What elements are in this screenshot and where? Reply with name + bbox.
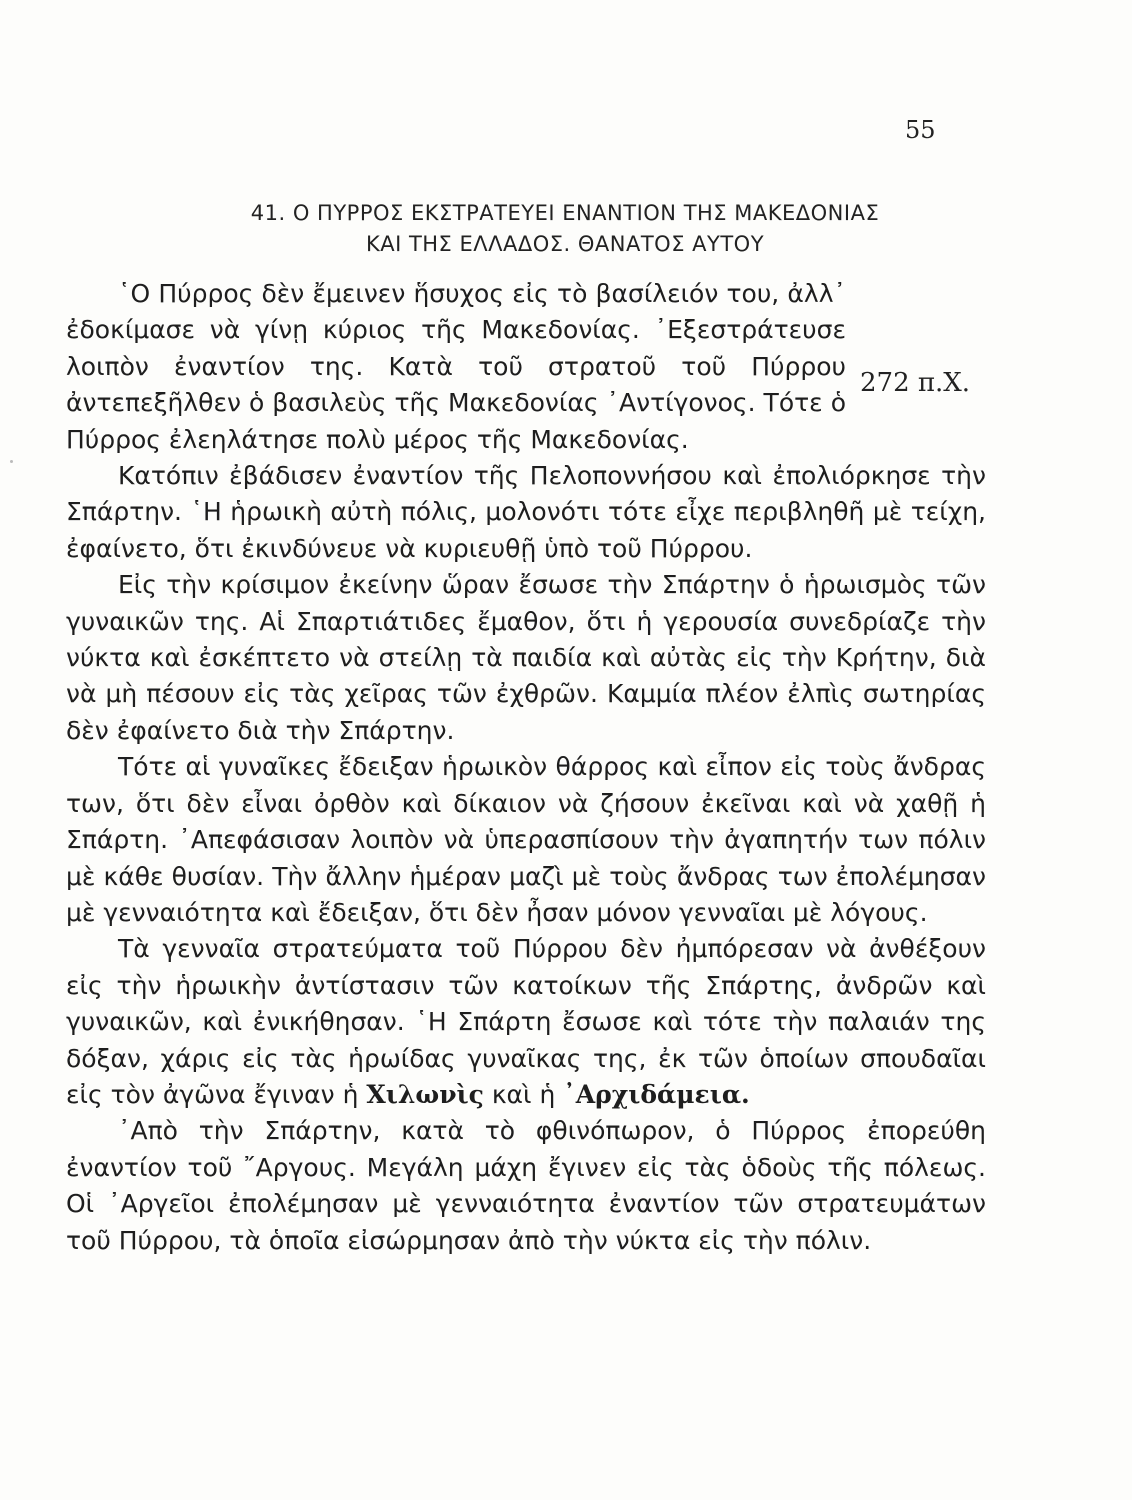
paragraph-2: Κατόπιν ἐβάδισεν ἐναντίον τῆς Πελοποννήσου καὶ ἐπολιόρκησε τὴν Σπάρτην. ῾Η ἡρωικὴ αὐτὴ πόλις, μολονότι τότε εἶχε περιβληθῆ μὲ τείχη, ἐφαίνετο, ὅτι ἐκινδύνευε νὰ κυριευθῇ ὑπὸ τοῦ Πύρρου.	[66, 461, 986, 563]
paragraph-3: Εἰς τὴν κρίσιμον ἐκείνην ὥραν ἔσωσε τὴν Σπάρτην ὁ ἡρωισμὸς τῶν γυναικῶν της. Αἱ Σπαρτιάτιδες ἔμαθον, ὅτι ἡ γερουσία συνεδρίαζε τὴν νύκτα καὶ ἐσκέπτετο νὰ στείλῃ τὰ παιδία καὶ αὐτὰς εἰς τὴν Κρήτην, διὰ νὰ μὴ πέσουν εἰς τὰς χεῖρας τῶν ἐχθρῶν. Καμμία πλέον ἐλπὶς σωτηρίας δὲν ἐφαίνετο διὰ τὴν Σπάρτην.	[66, 570, 986, 745]
paper-speck	[10, 460, 13, 463]
name-chilonis: Χιλωνὶς	[366, 1079, 484, 1109]
margin-date-note: 272 π.Χ.	[860, 368, 971, 398]
body-text	[66, 276, 986, 1259]
paragraph-5	[66, 931, 986, 1113]
paragraph-4: Τότε αἱ γυναῖκες ἔδειξαν ἡρωικὸν θάρρος καὶ εἶπον εἰς τοὺς ἄνδρας των, ὅτι δὲν εἶναι ὀρθὸν καὶ δίκαιον νὰ ζήσουν ἐκεῖναι καὶ νὰ χαθῇ ἡ Σπάρτη. ᾽Απεφάσισαν λοιπὸν νὰ ὑπερασπίσουν τὴν ἀγαπητήν των πόλιν μὲ κάθε θυσίαν. Τὴν ἄλλην ἡμέραν μαζὶ μὲ τοὺς ἄνδρας των ἐπολέμησαν μὲ γενναιότητα καὶ ἔδειξαν, ὅτι δὲν ἦσαν μόνον γενναῖαι μὲ λόγους.	[66, 752, 986, 927]
paragraph-6: ᾽Απὸ τὴν Σπάρτην, κατὰ τὸ φθινόπωρον, ὁ Πύρρος ἐπορεύθη ἐναντίον τοῦ ῎Αργους. Μεγάλη μάχη ἔγινεν εἰς τὰς ὁδοὺς τῆς πόλεως. Οἱ ᾽Αργεῖοι ἐπολέμησαν μὲ γενναιότητα ἐναντίον τῶν στρατευμάτων τοῦ Πύρρου, τὰ ὁποῖα εἰσώρμησαν ἀπὸ τὴν νύκτα εἰς τὴν πόλιν.	[66, 1116, 986, 1255]
page-number: 55	[905, 116, 936, 144]
paragraph-5-text: Τὰ γενναῖα στρατεύματα τοῦ Πύρρου δὲν ἠμπόρεσαν νὰ ἀνθέξουν εἰς τὴν ἡρωικὴν ἀντίστασιν τῶν κατοίκων τῆς Σπάρτης, ἀνδρῶν καὶ γυναικῶν, καὶ ἐνικήθησαν. ῾Η Σπάρτη ἔσωσε καὶ τότε τὴν παλαιάν της δόξαν, χάρις εἰς τὰς ἡρωίδας γυναῖκας της, ἐκ τῶν ὁποίων σπουδαῖαι εἰς τὸν ἀγῶνα ἔγιναν ἡ	[66, 934, 986, 1109]
chapter-title	[60, 198, 1070, 260]
chapter-title-line-1: 41. Ο ΠΥΡΡΟΣ ΕΚΣΤΡΑΤΕΥΕΙ ΕΝΑΝΤΙΟΝ ΤΗΣ ΜΑΚΕΔΟΝΙΑΣ	[250, 201, 880, 225]
paragraph-1: ῾Ο Πύρρος δὲν ἔμεινεν ἥσυχος εἰς τὸ βασίλειόν του, ἀλλ᾽ ἐδοκίμασε νὰ γίνῃ κύριος τῆς Μακεδονίας. ᾽Εξεστράτευσε λοιπὸν ἐναντίον της. Κατὰ τοῦ στρατοῦ τοῦ Πύρρου ἀντεπεξῆλθεν ὁ βασιλεὺς τῆς Μακεδονίας ᾽Αντίγονος. Τότε ὁ Πύρρος ἐλεηλάτησε πολὺ μέρος τῆς Μακεδονίας.	[66, 279, 846, 454]
name-archidameia: ᾽Αρχιδάμεια.	[563, 1079, 750, 1109]
paragraph-5-connector: καὶ ἡ	[491, 1079, 556, 1109]
chapter-title-line-2: ΚΑΙ ΤΗΣ ΕΛΛΑΔΟΣ. ΘΑΝΑΤΟΣ ΑΥΤΟΥ	[365, 232, 765, 256]
